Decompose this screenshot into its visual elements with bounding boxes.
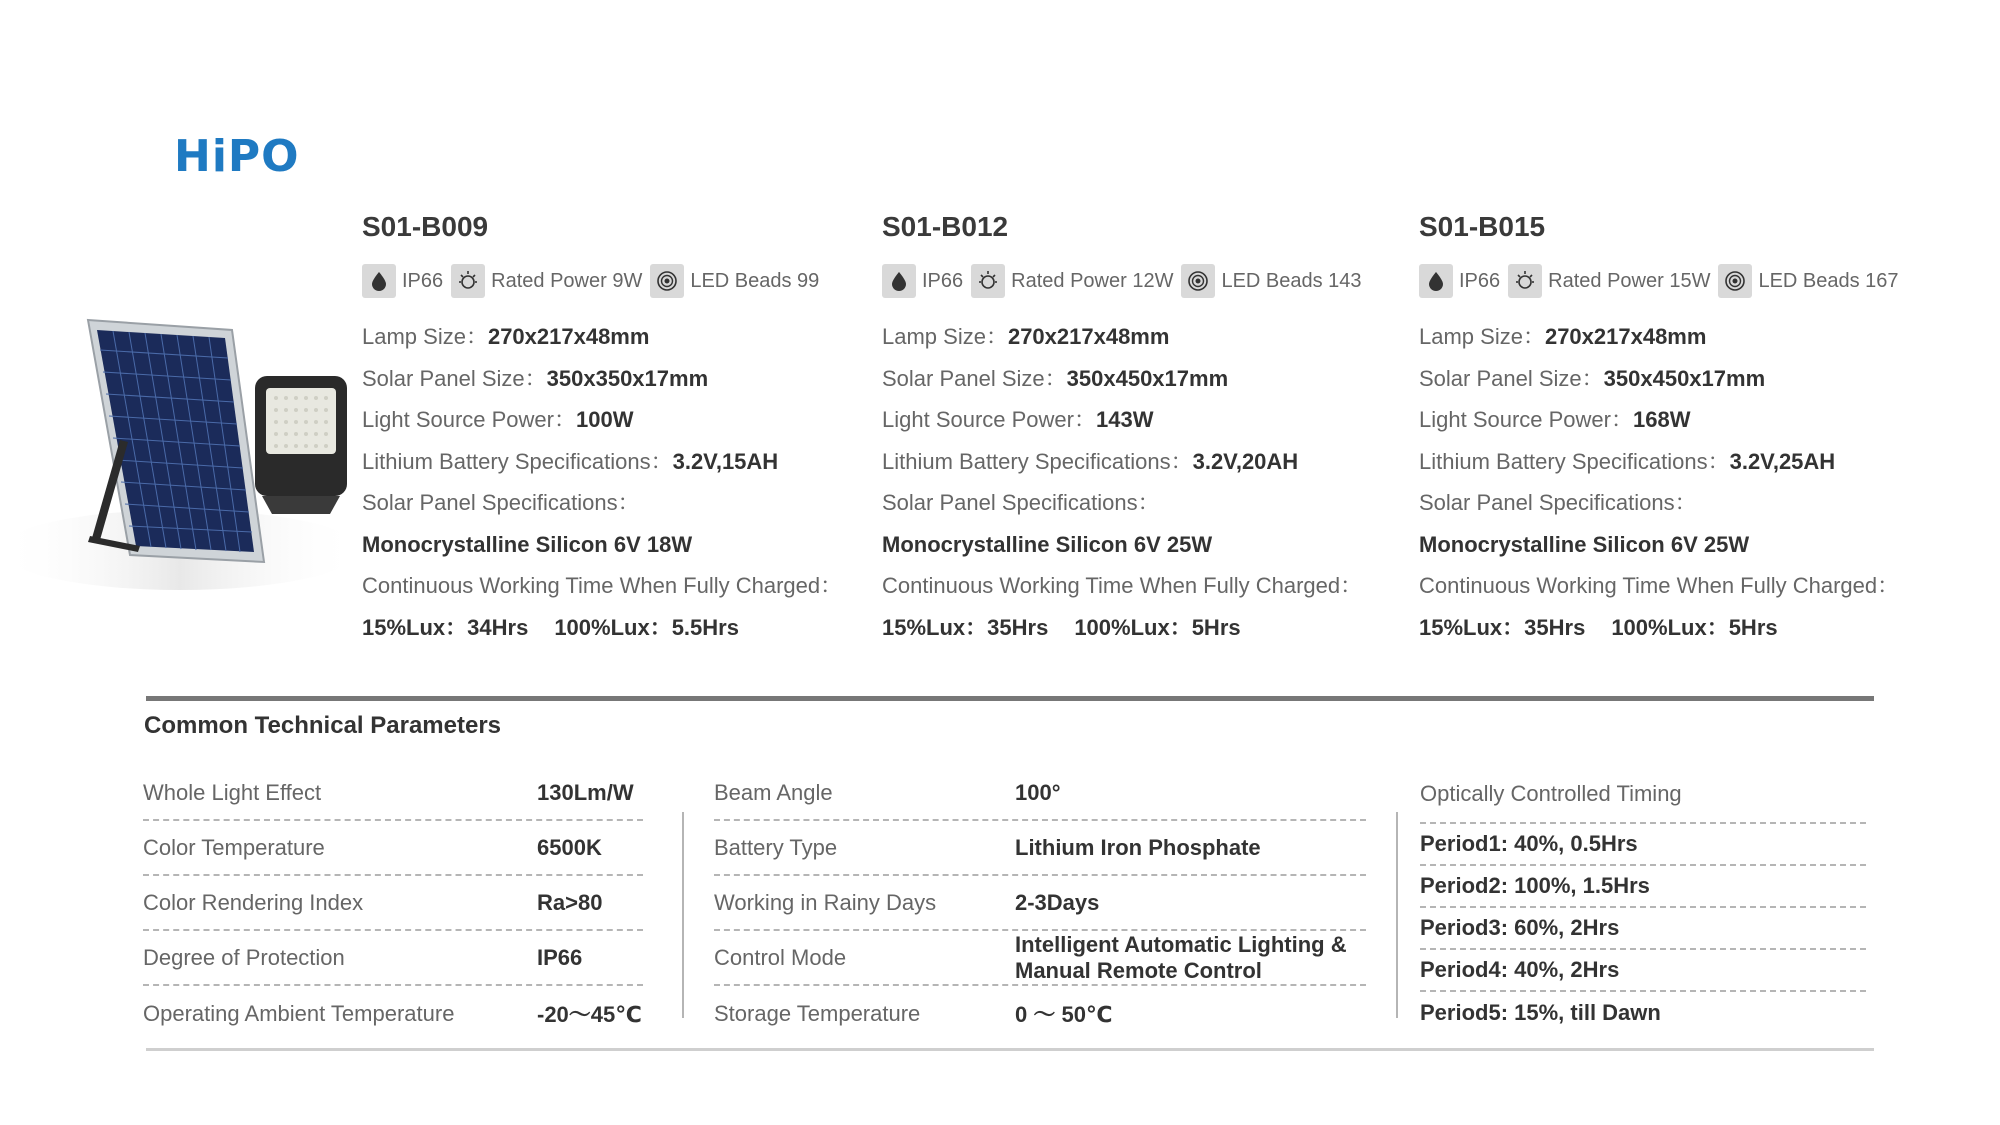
param-row: Control Mode Intelligent Automatic Lighting & Manual Remote Control — [714, 931, 1366, 986]
timing-params-col — [1420, 766, 1866, 1034]
brand-logo-text: HiPO — [174, 131, 300, 182]
param-row: Color Rendering Index Ra>80 — [143, 876, 643, 931]
column-separator — [682, 812, 684, 1018]
period-row: Period3: 60%, 2Hrs — [1420, 908, 1866, 950]
spec-panel-size: Solar Panel Size：350x450x17mm — [1419, 365, 1766, 391]
common-params-col1 — [143, 766, 643, 1041]
spec-work-time-label: Continuous Working Time When Fully Charged： — [362, 573, 843, 598]
spec-list — [882, 316, 1370, 648]
spec-source-power: Light Source Power：100W — [362, 407, 634, 432]
period-row: Period5: 15%, till Dawn — [1420, 1000, 1661, 1025]
sun-bulb-icon — [971, 264, 1005, 298]
common-params-col2 — [714, 766, 1366, 1041]
spec-panel-spec: Monocrystalline Silicon 6V 18W — [362, 531, 693, 557]
led-beads: LED Beads 143 — [1221, 269, 1362, 292]
feature-tags — [882, 264, 1370, 298]
sun-bulb-icon — [451, 264, 485, 298]
param-row: Operating Ambient Temperature -20～45℃ — [143, 1000, 642, 1027]
spec-lamp-size: Lamp Size：270x217x48mm — [1419, 324, 1707, 349]
water-drop-icon — [882, 264, 916, 298]
brand-logo — [174, 131, 300, 182]
param-row: Whole Light Effect 130Lm/W — [143, 766, 643, 821]
param-row: Storage Temperature 0 ～ 50℃ — [714, 1000, 1113, 1027]
period-row: Period1: 40%, 0.5Hrs — [1420, 824, 1866, 866]
spec-lamp-size: Lamp Size：270x217x48mm — [882, 324, 1170, 349]
spec-panel-spec-label: Solar Panel Specifications： — [1419, 490, 1697, 515]
spec-work-time-label: Continuous Working Time When Fully Charged： — [882, 573, 1363, 598]
section-title: Common Technical Parameters — [144, 712, 502, 739]
column-separator — [1396, 812, 1398, 1018]
spec-panel-size: Solar Panel Size：350x350x17mm — [362, 365, 709, 391]
section-divider — [146, 696, 1874, 701]
param-row: Working in Rainy Days 2-3Days — [714, 876, 1366, 931]
rated-power: Rated Power 15W — [1548, 269, 1711, 292]
spec-work-time-label: Continuous Working Time When Fully Charged： — [1419, 573, 1900, 598]
ip-rating: IP66 — [1459, 269, 1501, 292]
spec-source-power: Light Source Power：168W — [1419, 407, 1691, 432]
model-title: S01-B012 — [882, 211, 1009, 242]
bottom-divider — [146, 1048, 1874, 1051]
product-column-b015 — [1419, 210, 1907, 648]
ip-rating: IP66 — [922, 269, 964, 292]
spec-battery: Lithium Battery Specifications：3.2V,25AH — [1419, 448, 1836, 474]
param-row: Degree of Protection IP66 — [143, 931, 643, 986]
water-drop-icon — [362, 264, 396, 298]
spec-work-time: 15%Lux：34Hrs 100%Lux：5.5Hrs — [362, 614, 739, 640]
spec-panel-spec: Monocrystalline Silicon 6V 25W — [882, 531, 1213, 557]
param-row: Beam Angle 100° — [714, 766, 1366, 821]
spec-panel-spec-label: Solar Panel Specifications： — [882, 490, 1160, 515]
spec-panel-spec: Monocrystalline Silicon 6V 25W — [1419, 531, 1750, 557]
spec-work-time: 15%Lux：35Hrs 100%Lux：5Hrs — [882, 614, 1241, 640]
param-row: Color Temperature 6500K — [143, 821, 643, 876]
spec-list — [1419, 316, 1907, 648]
led-bead-icon — [1181, 264, 1215, 298]
model-title: S01-B015 — [1419, 211, 1546, 242]
ip-rating: IP66 — [402, 269, 444, 292]
spec-list — [362, 316, 842, 648]
period-row: Period2: 100%, 1.5Hrs — [1420, 866, 1866, 908]
spec-source-power: Light Source Power：143W — [882, 407, 1154, 432]
spec-work-time: 15%Lux：35Hrs 100%Lux：5Hrs — [1419, 614, 1778, 640]
product-column-b012 — [882, 210, 1370, 648]
rated-power: Rated Power 12W — [1011, 269, 1174, 292]
model-title: S01-B009 — [362, 211, 489, 242]
led-beads: LED Beads 99 — [690, 269, 820, 292]
period-row: Period4: 40%, 2Hrs — [1420, 950, 1866, 992]
water-drop-icon — [1419, 264, 1453, 298]
feature-tags — [1419, 264, 1907, 298]
spec-panel-spec-label: Solar Panel Specifications： — [362, 490, 640, 515]
product-image — [0, 300, 355, 610]
spec-battery: Lithium Battery Specifications：3.2V,15AH — [362, 448, 779, 474]
rated-power: Rated Power 9W — [491, 269, 643, 292]
led-bead-icon — [1718, 264, 1752, 298]
led-bead-icon — [650, 264, 684, 298]
sun-bulb-icon — [1508, 264, 1542, 298]
spec-panel-size: Solar Panel Size：350x450x17mm — [882, 365, 1229, 391]
param-row: Battery Type Lithium Iron Phosphate — [714, 821, 1366, 876]
feature-tags — [362, 264, 842, 298]
led-beads: LED Beads 167 — [1758, 269, 1899, 292]
product-column-b009 — [362, 210, 842, 648]
spec-lamp-size: Lamp Size：270x217x48mm — [362, 324, 650, 349]
spec-battery: Lithium Battery Specifications：3.2V,20AH — [882, 448, 1299, 474]
timing-title-row: Optically Controlled Timing — [1420, 766, 1866, 824]
